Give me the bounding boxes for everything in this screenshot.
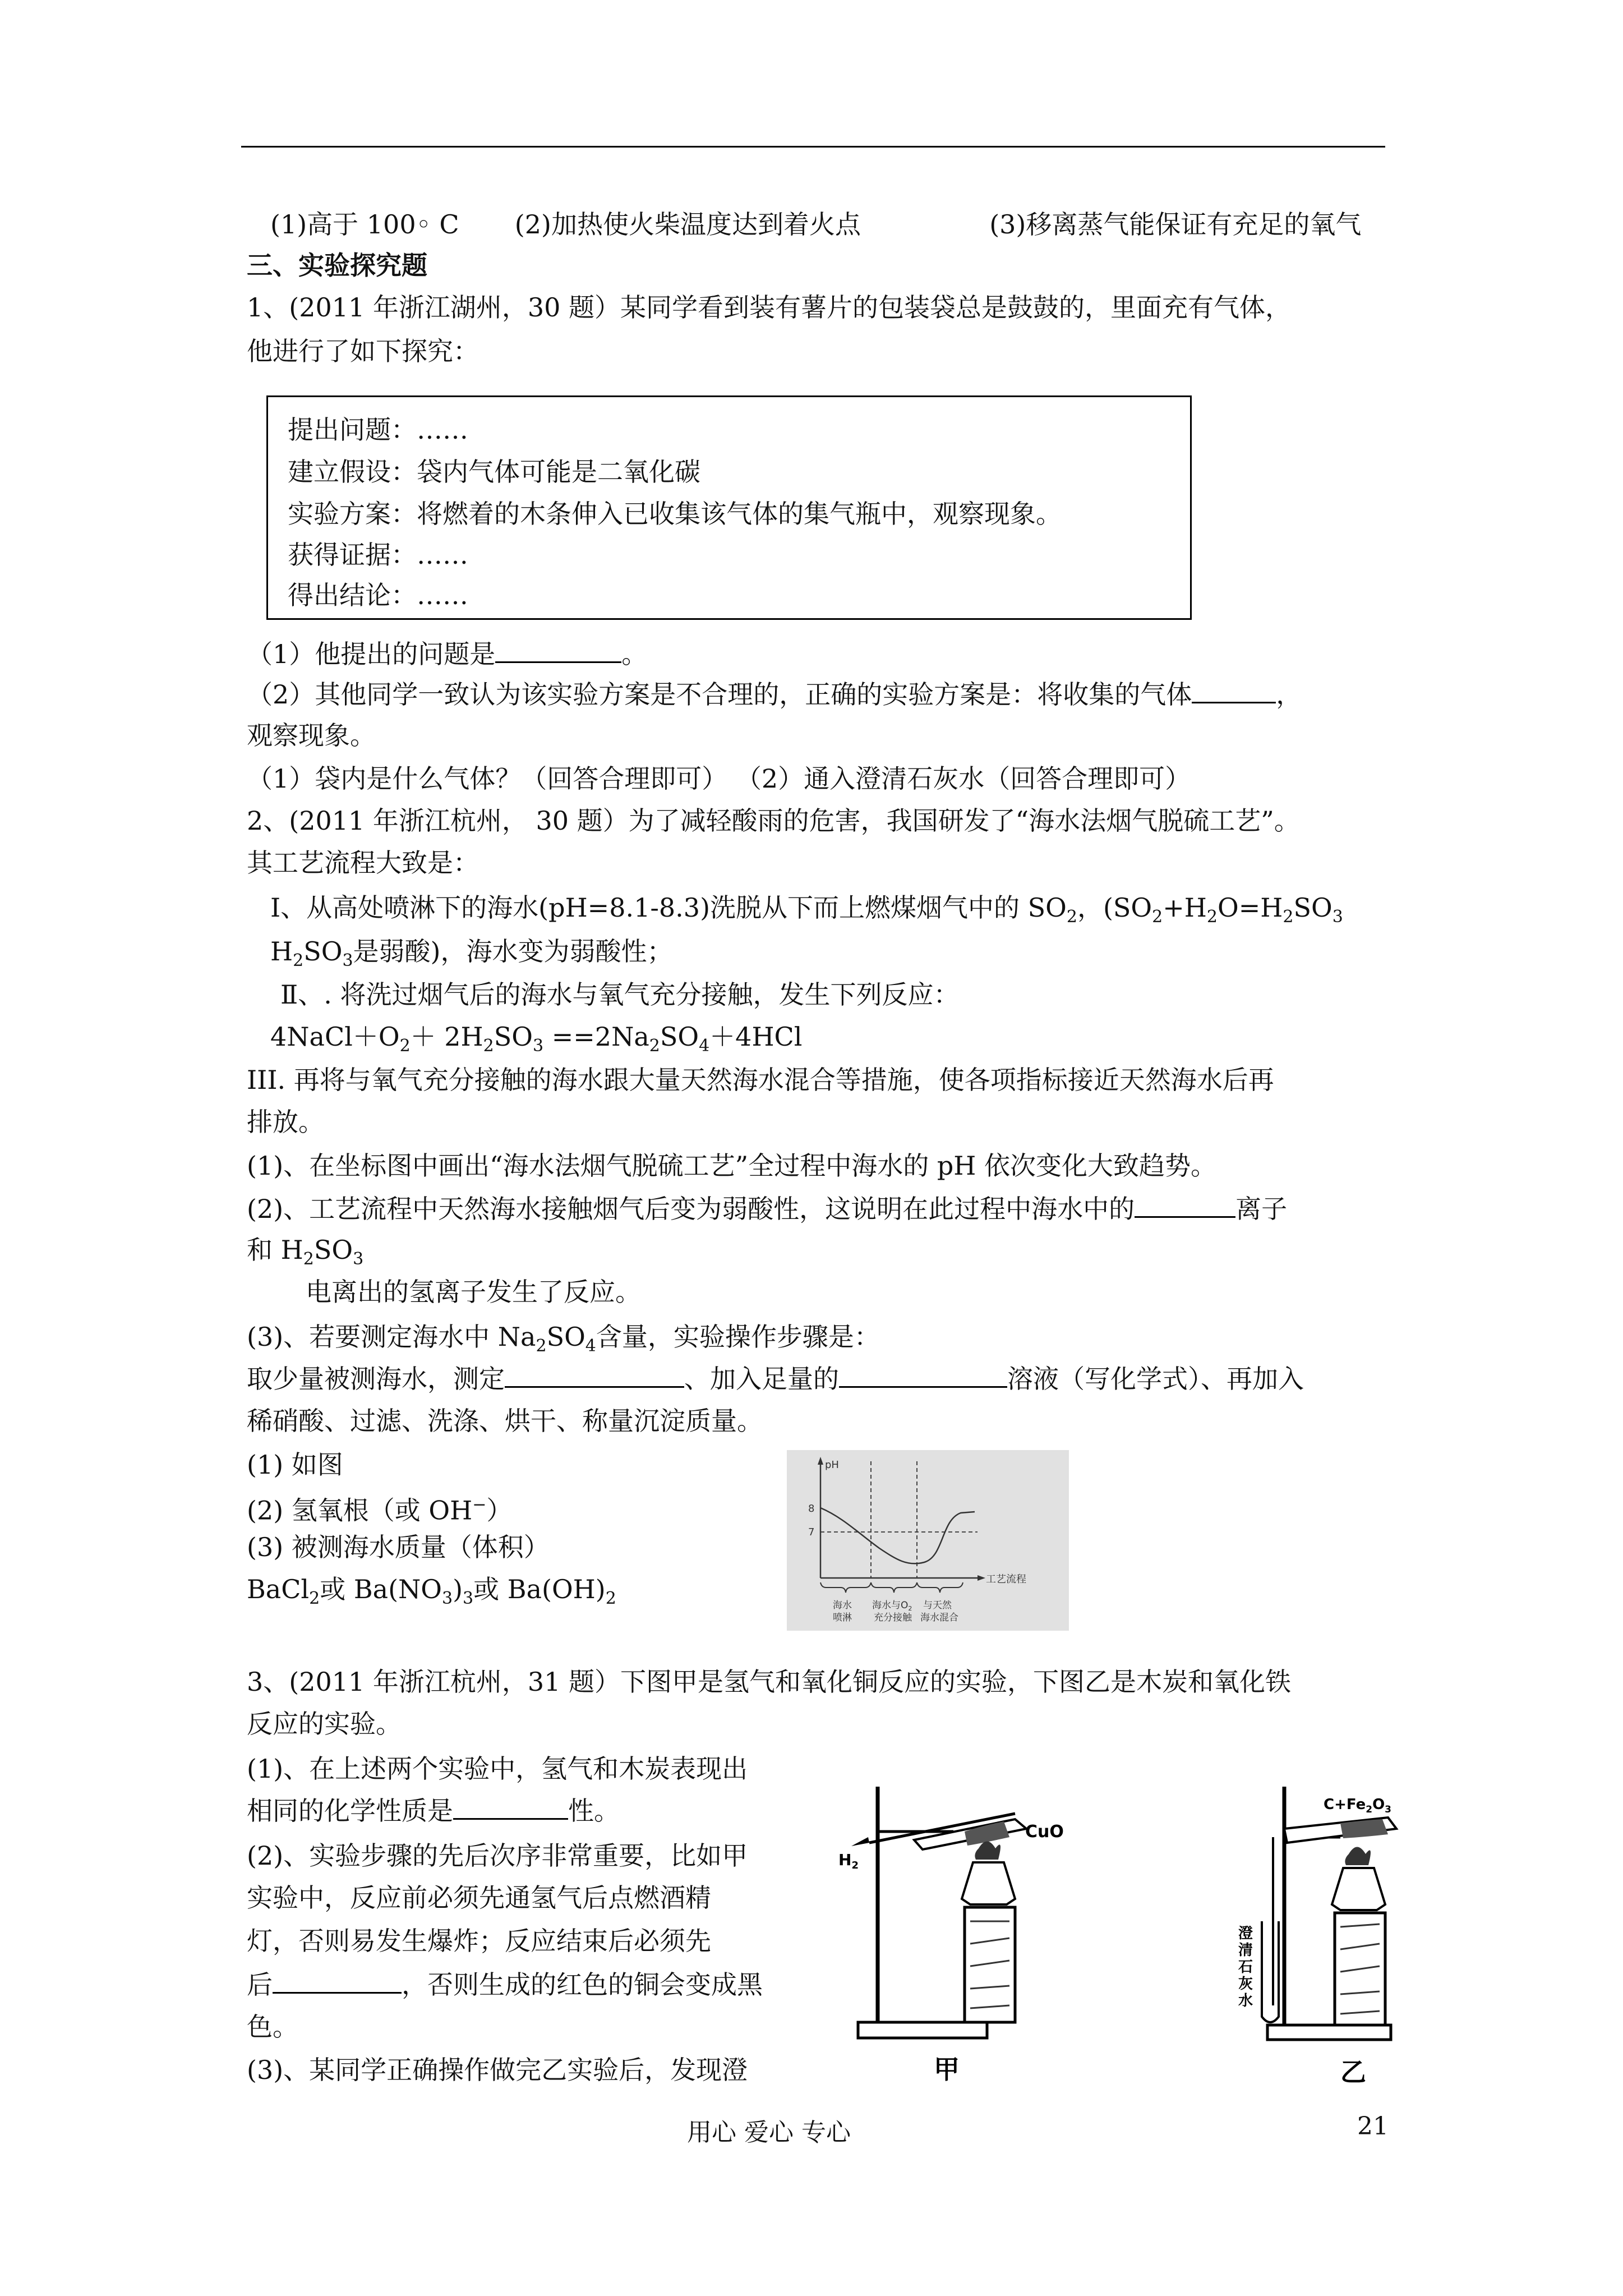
q3-part2-line3: 灯，否则易发生爆炸；反应结束后必须先 (247, 1926, 711, 1956)
tick-label-7: 7 (808, 1526, 815, 1538)
limewater-char-4: 灰 (1238, 1976, 1253, 1993)
q2-part3-blank2[interactable] (839, 1364, 1007, 1388)
q2-part3-line2: 取少量被测海水，测定 、加入足量的 溶液（写化学式）、再加入 (247, 1364, 1304, 1394)
section-title: 三、实验探究题 (247, 250, 427, 280)
q2-step3-line1: III. 再将与氧气充分接触的海水跟大量天然海水混合等措施，使各项指标接近天然海水后再 (247, 1065, 1274, 1095)
stage-3-label-l2: 海水混合 (920, 1612, 958, 1623)
q2-stem-line1: 2、(2011 年浙江杭州， 30 题）为了减轻酸雨的危害，我国研发了“海水法烟气脱硫工艺”。 (247, 806, 1300, 836)
q2-ans1: (1) 如图 (247, 1450, 343, 1480)
stage-3-label-l1: 与天然 (923, 1600, 952, 1611)
box-line-question: 提出问题：…… (288, 415, 468, 445)
q1-stem-line2: 他进行了如下探究： (247, 336, 479, 366)
y-axis-arrow (818, 1457, 823, 1465)
q1-sub1-blank[interactable] (495, 639, 621, 663)
box-line-conclusion: 得出结论：…… (288, 580, 468, 610)
stand-base-yi (1267, 2025, 1391, 2040)
h2-arrow (851, 1837, 869, 1846)
prev-answer-1: (1)高于 100◦ C (270, 209, 459, 240)
q2-part3-line3: 稀硝酸、过滤、洗涤、烘干、称量沉淀质量。 (247, 1406, 763, 1436)
alcohol-lamp-jia (962, 1862, 1015, 1904)
y-axis-label: pH (825, 1459, 839, 1471)
q2-stem-line2: 其工艺流程大致是： (247, 848, 479, 878)
q3-part2-line1: (2)、实验步骤的先后次序非常重要，比如甲 (247, 1841, 748, 1871)
q2-step1-line2: $H_2SO_3$是弱酸)，海水变为弱酸性； (270, 936, 673, 971)
h2-label: $H_2$ (838, 1851, 859, 1871)
apparatus-yi (1238, 1787, 1396, 2084)
alcohol-lamp-yi (1332, 1868, 1385, 1910)
stage-2-label-l2: 充分接触 (874, 1612, 912, 1623)
page-number: 21 (1357, 2112, 1389, 2141)
q1-sub1: （1）他提出的问题是 。 (247, 639, 648, 669)
q2-part1: (1)、在坐标图中画出“海水法烟气脱硫工艺”全过程中海水的 pH 依次变化大致趋势。 (247, 1151, 1216, 1181)
figure-label-yi: 乙 (1340, 2057, 1366, 2084)
tick-label-8: 8 (808, 1503, 815, 1515)
q1-sub2-cont: 观察现象。 (247, 720, 376, 751)
q3-stem-line1: 3、(2011 年浙江杭州，31 题）下图甲是氢气和氧化铜反应的实验，下图乙是木炭和氧化铁 (247, 1667, 1292, 1697)
q2-ans3: (3) 被测海水质量（体积） (247, 1532, 550, 1562)
flame-yi (1345, 1847, 1371, 1866)
q3-part2-blank[interactable] (273, 1970, 402, 1994)
limewater-char-1: 澄 (1238, 1925, 1253, 1942)
q3-part2-line4: 后 ，否则生成的红色的铜会变成黑 (247, 1970, 763, 2000)
cuo-label: CuO (1025, 1822, 1064, 1842)
limewater-char-3: 石 (1238, 1959, 1253, 1976)
prev-answer-3: (3)移离蒸气能保证有充足的氧气 (989, 209, 1362, 240)
q2-step1-line1: Ⅰ、从高处喷淋下的海水(pH=8.1-8.3)洗脱从下而上燃煤烟气中的 $SO_2$，($SO_2+H_2O=H_2SO_3$ (270, 892, 1343, 927)
q2-step3-line2: 排放。 (247, 1107, 324, 1137)
stage-1-label-l2: 喷淋 (833, 1612, 852, 1623)
x-axis-label: 工艺流程 (986, 1573, 1026, 1585)
figure-label-jia: 甲 (934, 2054, 960, 2084)
q1-inquiry-box (266, 395, 1192, 620)
brace-stage-3 (917, 1582, 963, 1593)
q2-part2-blank[interactable] (1135, 1194, 1235, 1218)
limewater-tube (1262, 1921, 1279, 2022)
q1-answers: （1）袋内是什么气体？（回答合理即可） （2）通入澄清石灰水（回答合理即可） (247, 763, 1191, 794)
q3-part1-blank[interactable] (453, 1796, 568, 1820)
q3-part2-line5: 色。 (247, 2012, 298, 2042)
q1-stem-line1: 1、(2011 年浙江湖州，30 题）某同学看到装有薯片的包装袋总是鼓鼓的，里面充有气体， (247, 292, 1292, 323)
box-line-plan: 实验方案：将燃着的木条伸入已收集该气体的集气瓶中，观察现象。 (288, 499, 1062, 529)
limewater-char-5: 水 (1238, 1993, 1253, 2009)
q2-equation: $4NaCl+O_2+ 2H_2SO_3 ==2Na_2SO_4+4HCl$ (270, 1022, 803, 1056)
ph-trend-figure (787, 1450, 1069, 1631)
q2-step2: Ⅱ、. 将洗过烟气后的海水与氧气充分接触，发生下列反应： (280, 979, 960, 1010)
ph-trend-svg (787, 1450, 1069, 1631)
q2-part3: (3)、若要测定海水中 $Na_2SO_4$含量，实验操作步骤是： (247, 1322, 880, 1356)
q1-sub2-blank[interactable] (1192, 679, 1276, 703)
q3-part1-line1: (1)、在上述两个实验中，氢气和木炭表现出 (247, 1754, 748, 1784)
q2-ans4: BaCl$_2$或 $Ba(NO_3)_3$或 $Ba(OH)_2$ (247, 1574, 616, 1609)
q2-part2-line3: 电离出的氢离子发生了反应。 (306, 1277, 641, 1307)
footer-motto: 用心 爱心 专心 (687, 2118, 851, 2147)
q2-part2-line2: 和 $H_2SO_3$ (247, 1235, 364, 1269)
apparatus-jia (838, 1787, 1064, 2084)
apparatus-svg (836, 1753, 1413, 2084)
stage-1-label-l1: 海水 (833, 1600, 852, 1611)
box-line-hypothesis: 建立假设：袋内气体可能是二氧化碳 (288, 457, 700, 487)
header-rule (241, 146, 1385, 148)
q3-part2-line2: 实验中，反应前必须先通氢气后点燃酒精 (247, 1883, 711, 1913)
box-line-evidence: 获得证据：…… (288, 540, 468, 570)
q1-sub2: （2）其他同学一致认为该实验方案是不合理的，正确的实验方案是：将收集的气体 ， (247, 679, 1302, 710)
q3-stem-line2: 反应的实验。 (247, 1709, 402, 1739)
q2-part2: (2)、工艺流程中天然海水接触烟气后变为弱酸性，这说明在此过程中海水中的 离子 (247, 1194, 1288, 1224)
prev-answers-line (270, 209, 1361, 240)
q2-part3-blank1[interactable] (505, 1364, 684, 1388)
apparatus-figure (836, 1753, 1413, 2084)
brace-stage-2 (871, 1582, 917, 1593)
limewater-char-2: 清 (1238, 1942, 1253, 1959)
ph-trend-curve (820, 1508, 975, 1563)
flame-jia (975, 1842, 1000, 1860)
brace-stage-1 (820, 1582, 871, 1593)
prev-answer-2: (2)加热使火柴温度达到着火点 (514, 209, 861, 240)
q2-ans2: (2) 氢氧根（或 OH−） (247, 1495, 513, 1526)
stand-base-jia (858, 2022, 987, 2038)
stage-2-label-l1: 海水与$O_2$ (872, 1600, 912, 1612)
q3-part1-line2: 相同的化学性质是 性。 (247, 1796, 620, 1826)
c-fe2o3-label: $C+Fe_2O_3$ (1324, 1796, 1392, 1815)
q3-part3-line1: (3)、某同学正确操作做完乙实验后，发现澄 (247, 2055, 748, 2085)
x-axis-arrow (978, 1575, 985, 1581)
